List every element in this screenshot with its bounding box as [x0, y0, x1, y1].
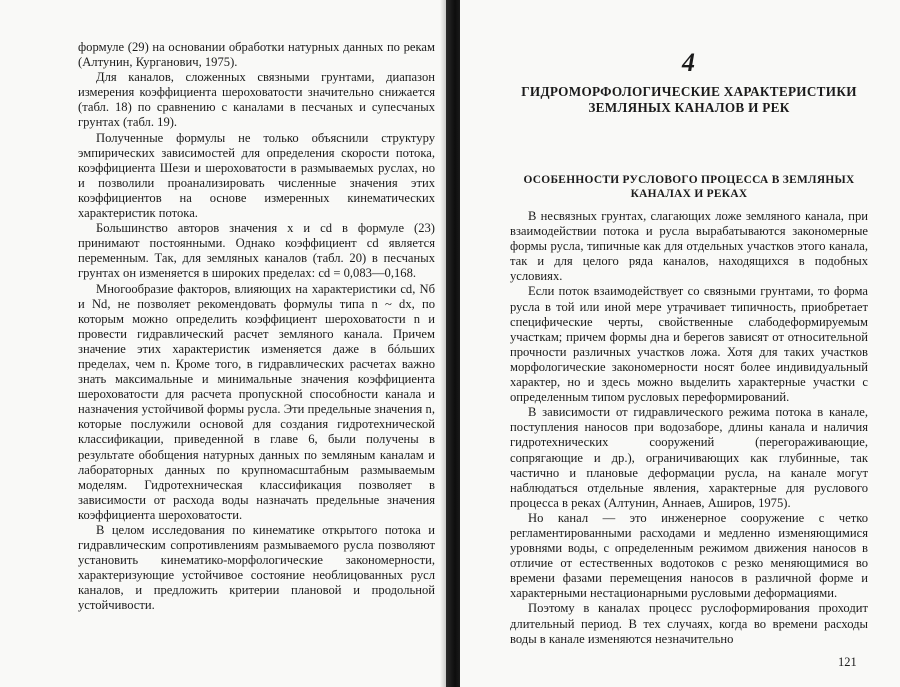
paragraph: Если поток взаимодействует со связными грунтами, то форма русла в той или иной мере утрачивает типичность, приобретает специфические черты, свойственные слабодеформируемым участкам; причем формы дна и берегов зависят от относительной прочности различных участков ложа. Хотя для таких участков морфологические закономерности носят более индивидуальный характер, но и здесь можно выделить характерные участки с определенным типом русловых переформирований.: [510, 284, 868, 405]
paragraph: В зависимости от гидравлического режима потока в канале, поступления наносов при водозаборе, длины канала и наличия гидротехнических сооружений (перегораживающие, сопрягающие и др.), ограничивающих как глубинные, так частично и плановые деформации русла, на канале могут наблюдаться отдельные явления, характерные для руслового процесса в реках (Алтунин, Аннаев, Аширов, 1975).: [510, 405, 868, 510]
chapter-title: ГИДРОМОРФОЛОГИЧЕСКИЕ ХАРАКТЕРИСТИКИ ЗЕМЛЯНЫХ КАНАЛОВ И РЕК: [521, 84, 857, 115]
paragraph: Полученные формулы не только объяснили структуру эмпирических зависимостей для определения скорости потока, коэффициента Шези и шероховатости в размываемых руслах, но и позволили проанализировать численные значения этих коэффициентов на основе измеренных кинематических характеристик потока.: [78, 130, 435, 221]
section-title: ОСОБЕННОСТИ РУСЛОВОГО ПРОЦЕССА В ЗЕМЛЯНЫХ КАНАЛАХ И РЕКАХ: [523, 174, 855, 200]
paragraph: В целом исследования по кинематике открытого потока и гидравлическим сопротивлениям размываемого русла позволяют установить кинематико-морфологические закономерности, характеризующие устойчивое состояние необлицованных русл каналов, и предложить критерии плановой и продольной устойчивости.: [78, 523, 435, 613]
paragraph: Для каналов, сложенных связными грунтами, диапазон измерения коэффициента шероховатости значительно снижается (табл. 18) по сравнению с каналами в песчаных и супесчаных грунтах (табл. 19).: [78, 70, 435, 130]
paragraph: Поэтому в каналах процесс руслоформирования проходит длительный период. В тех случаях, когда во времени расходы воды в канале изменяются незначительно: [510, 601, 868, 646]
chapter-number: 4: [682, 48, 696, 77]
paragraph: Многообразие факторов, влияющих на характеристики cd, Nб и Nd, не позволяет рекомендовать формулы типа n ~ dx, по которым можно определить коэффициент шероховатости n и провести гидравлический расчет земляного канала. Причем значение этих характеристик изменяется даже в бóльших пределах, чем n. Кроме того, в гидравлических расчетах важно знать максимальные и минимальные значения коэффициента шероховатости для расчета пропускной способности канала и назначения устойчивой формы русла. Эти предельные значения n, которые послужили основой для создания гидротехнической классификации, приведенной в главе 6, были получены в результате обобщения натурных данных по земляным каналам и лабораторных данных по крупномасштабным размываемым моделям. Гидротехническая классификация позволяет в зависимости от расхода воды назначать предельные значения коэффициента шероховатости.: [78, 281, 435, 522]
page-number: 121: [838, 655, 857, 669]
paragraph: Большинство авторов значения x и cd в формуле (23) принимают постоянными. Однако коэффициент cd является переменным. Так, для земляных каналов (табл. 20) в песчаных грунтах он изменяется в широких пределах: cd = 0,083—0,168.: [78, 221, 435, 281]
right-page: [460, 0, 900, 687]
paragraph: Но канал — это инженерное сооружение с четко регламентированными расходами и медленно изменяющимися уровнями воды, с определенным режимом движения наносов в отличие от естественных водотоков с резко меняющимися во времени фазами перемещения наносов в различной форме и характерными нестационарными русловыми деформациями.: [510, 510, 868, 601]
right-text-column: [510, 209, 868, 647]
paragraph: формуле (29) на основании обработки натурных данных по рекам (Алтунин, Курганович, 1975).: [78, 40, 435, 70]
left-text-column: [78, 40, 435, 614]
paragraph: В несвязных грунтах, слагающих ложе земляного канала, при взаимодействии потока и русла вырабатываются закономерные формы русла, типичные как для отдельных участков этого канала, так и для целого ряда каналов, находящихся в подобных условиях.: [510, 209, 868, 284]
